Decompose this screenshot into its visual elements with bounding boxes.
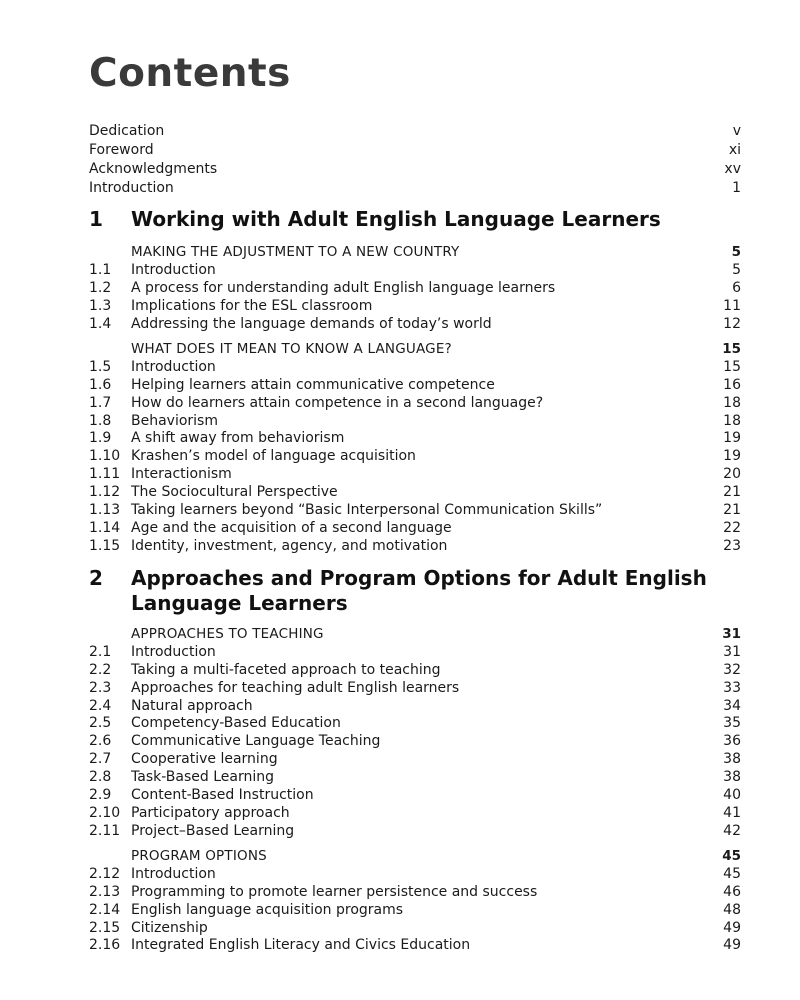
toc-entry-number: 1.12 xyxy=(89,484,121,501)
chapter-number: 1 xyxy=(89,207,103,231)
toc-entry-number: 2.2 xyxy=(89,661,112,678)
toc-entry-title: Age and the acquisition of a second language xyxy=(131,519,452,536)
toc-entry-page: xv xyxy=(724,161,741,177)
toc-entry-title: Programming to promote learner persistence and success xyxy=(131,883,538,900)
toc-entry[interactable] xyxy=(89,866,741,884)
toc-entry-number: 2.16 xyxy=(89,937,121,954)
toc-entry-number: 2.8 xyxy=(89,769,112,786)
toc-entry-number: 2.14 xyxy=(89,901,121,918)
toc-entry-number: 2.13 xyxy=(89,883,121,900)
toc-section xyxy=(89,848,741,955)
toc-entry-number: 1.5 xyxy=(89,358,112,375)
toc-entry-page: 34 xyxy=(723,697,741,714)
section-heading-title: APPROACHES TO TEACHING xyxy=(131,626,324,642)
toc-entry-page: 19 xyxy=(723,448,741,465)
toc-entry[interactable] xyxy=(89,502,741,520)
toc-entry-page: 15 xyxy=(723,358,741,375)
toc-entry-page: 23 xyxy=(723,537,741,554)
toc-entry-number: 2.11 xyxy=(89,822,121,839)
toc-entry[interactable] xyxy=(89,298,741,316)
toc-entry-title: Introduction xyxy=(89,180,174,196)
toc-entry-page: 16 xyxy=(723,376,741,393)
toc-entry-number: 1.9 xyxy=(89,430,112,447)
chapter-number: 2 xyxy=(89,566,103,590)
section-heading-title: MAKING THE ADJUSTMENT TO A NEW COUNTRY xyxy=(131,244,460,260)
toc-entry-number: 2.1 xyxy=(89,643,112,660)
chapter-title xyxy=(131,566,741,616)
toc-entry-number: 2.4 xyxy=(89,697,112,714)
section-heading-page: 5 xyxy=(731,244,741,260)
toc-entry[interactable] xyxy=(89,448,741,466)
toc-entry-page: 32 xyxy=(723,661,741,678)
toc-entry-page: 40 xyxy=(723,787,741,804)
toc-entry-page: 12 xyxy=(723,315,741,332)
toc-entry[interactable] xyxy=(89,316,741,334)
toc-entry[interactable] xyxy=(89,359,741,377)
toc-entry[interactable] xyxy=(89,160,741,179)
toc-entry-page: 36 xyxy=(723,733,741,750)
toc-entry[interactable] xyxy=(89,715,741,733)
toc-entry[interactable] xyxy=(89,751,741,769)
toc-entry-title: Behaviorism xyxy=(131,412,218,429)
toc-entry-title: Introduction xyxy=(131,865,216,882)
toc-entry-page: 46 xyxy=(723,883,741,900)
toc-entry-number: 2.7 xyxy=(89,751,112,768)
section-heading-page: 31 xyxy=(722,626,741,642)
toc-entry-number: 1.11 xyxy=(89,466,121,483)
toc-entry-title: Addressing the language demands of today’s world xyxy=(131,315,492,332)
toc-entry-title: How do learners attain competence in a second language? xyxy=(131,394,544,411)
page-title: Contents xyxy=(89,51,291,96)
toc-entry-page: 22 xyxy=(723,519,741,536)
toc-entry-page: 48 xyxy=(723,901,741,918)
toc-entry[interactable] xyxy=(89,466,741,484)
toc-entry[interactable] xyxy=(89,262,741,280)
toc-entry-title: A shift away from behaviorism xyxy=(131,430,345,447)
toc-entry[interactable] xyxy=(89,680,741,698)
toc-entry-page: 18 xyxy=(723,412,741,429)
toc-entry[interactable] xyxy=(89,141,741,160)
toc-entry-number: 1.7 xyxy=(89,394,112,411)
toc-entry-number: 1.13 xyxy=(89,502,121,519)
toc-entry-title: Citizenship xyxy=(131,919,208,936)
toc-entry-number: 1.4 xyxy=(89,315,112,332)
toc-entry-number: 1.2 xyxy=(89,279,112,296)
toc-entry-number: 2.12 xyxy=(89,865,121,882)
toc-entry-number: 1.14 xyxy=(89,519,121,536)
toc-entry-title: Introduction xyxy=(131,358,216,375)
toc-entry-title: Krashen’s model of language acquisition xyxy=(131,448,416,465)
toc-entry[interactable] xyxy=(89,179,741,198)
section-heading-title: PROGRAM OPTIONS xyxy=(131,848,267,864)
chapter-heading[interactable] xyxy=(89,207,741,232)
toc-entry[interactable] xyxy=(89,520,741,538)
toc-entry-title: Helping learners attain communicative competence xyxy=(131,376,495,393)
toc-entry-page: 1 xyxy=(732,180,741,196)
toc-entry[interactable] xyxy=(89,884,741,902)
toc-entry-page: 6 xyxy=(732,279,741,296)
toc-entry-title: Integrated English Literacy and Civics Education xyxy=(131,937,471,954)
toc-entry-page: 18 xyxy=(723,394,741,411)
toc-entry[interactable] xyxy=(89,698,741,716)
toc-entry[interactable] xyxy=(89,122,741,141)
toc-entry-page: v xyxy=(732,123,741,139)
chapter-title: Working with Adult English Language Learners xyxy=(131,207,661,231)
toc-entry-title: A process for understanding adult English language learners xyxy=(131,279,556,296)
toc-entry[interactable] xyxy=(89,769,741,787)
chapter-title-line: Language Learners xyxy=(131,591,348,615)
toc-entry-number: 2.3 xyxy=(89,679,112,696)
toc-entry-title: Acknowledgments xyxy=(89,161,218,177)
toc-entry[interactable] xyxy=(89,902,741,920)
toc-entry-page: 49 xyxy=(723,919,741,936)
toc-entry-page: 45 xyxy=(723,865,741,882)
toc-entry-page: 31 xyxy=(723,643,741,660)
toc-entry-page: 21 xyxy=(723,502,741,519)
toc-entry-page: 33 xyxy=(723,679,741,696)
chapter-heading[interactable] xyxy=(89,566,741,616)
toc-entry-page: 41 xyxy=(723,804,741,821)
section-heading[interactable] xyxy=(89,341,741,359)
toc-section xyxy=(89,244,741,333)
section-heading-page: 45 xyxy=(722,848,741,864)
toc-entry-number: 2.9 xyxy=(89,787,112,804)
toc-entry-title: Foreword xyxy=(89,142,154,158)
toc-entry[interactable] xyxy=(89,377,741,395)
toc-entry-title: Approaches for teaching adult English learners xyxy=(131,679,460,696)
toc-entry-title: Introduction xyxy=(131,261,216,278)
toc-entry-title: Competency-Based Education xyxy=(131,715,341,732)
toc-entry-number: 1.1 xyxy=(89,261,112,278)
toc-entry[interactable] xyxy=(89,538,741,556)
section-heading[interactable] xyxy=(89,848,741,866)
toc-entry-page: 20 xyxy=(723,466,741,483)
toc-entry-page: xi xyxy=(728,142,741,158)
toc-entry[interactable] xyxy=(89,787,741,805)
toc-entry-title: Dedication xyxy=(89,123,165,139)
front-matter-list xyxy=(89,122,741,198)
toc-entry[interactable] xyxy=(89,484,741,502)
toc-entry-title: Interactionism xyxy=(131,466,232,483)
toc-entry[interactable] xyxy=(89,413,741,431)
toc-entry-page: 19 xyxy=(723,430,741,447)
toc-section xyxy=(89,626,741,841)
toc-entry-number: 1.8 xyxy=(89,412,112,429)
toc-entry[interactable] xyxy=(89,733,741,751)
toc-entry-title: English language acquisition programs xyxy=(131,901,404,918)
chapter-title-line: Approaches and Program Options for Adult English xyxy=(131,566,707,590)
toc-entry-page: 21 xyxy=(723,484,741,501)
section-heading[interactable] xyxy=(89,244,741,262)
toc-entry[interactable] xyxy=(89,662,741,680)
toc-entry[interactable] xyxy=(89,805,741,823)
toc-entry-title: Taking a multi-faceted approach to teaching xyxy=(131,661,441,678)
toc-entry[interactable] xyxy=(89,644,741,662)
section-heading-title: WHAT DOES IT MEAN TO KNOW A LANGUAGE? xyxy=(131,341,452,357)
toc-entry-number: 2.15 xyxy=(89,919,121,936)
toc-entry-page: 49 xyxy=(723,937,741,954)
toc-entry[interactable] xyxy=(89,920,741,938)
toc-entry[interactable] xyxy=(89,823,741,841)
toc-entry-title: Participatory approach xyxy=(131,804,290,821)
toc-entry-page: 5 xyxy=(732,261,741,278)
toc-entry[interactable] xyxy=(89,395,741,413)
toc-entry[interactable] xyxy=(89,937,741,955)
toc-entry-page: 42 xyxy=(723,822,741,839)
toc-entry-number: 2.10 xyxy=(89,804,121,821)
toc-entry-title: Identity, investment, agency, and motivation xyxy=(131,537,448,554)
toc-entry-title: Communicative Language Teaching xyxy=(131,733,381,750)
toc-entry-title: Introduction xyxy=(131,643,216,660)
toc-entry-title: Task-Based Learning xyxy=(131,769,274,786)
toc-entry-page: 38 xyxy=(723,751,741,768)
toc-entry-title: Natural approach xyxy=(131,697,253,714)
toc-entry-number: 2.6 xyxy=(89,733,112,750)
toc-entry-page: 35 xyxy=(723,715,741,732)
toc-entry-number: 1.6 xyxy=(89,376,112,393)
toc-entry-page: 11 xyxy=(723,297,741,314)
toc-entry-title: Taking learners beyond “Basic Interpersonal Communication Skills” xyxy=(131,502,603,519)
toc-entry-title: Content-Based Instruction xyxy=(131,787,314,804)
toc-entry-title: The Sociocultural Perspective xyxy=(131,484,338,501)
toc-entry[interactable] xyxy=(89,280,741,298)
toc-entry-number: 1.10 xyxy=(89,448,121,465)
toc-entry-page: 38 xyxy=(723,769,741,786)
section-heading[interactable] xyxy=(89,626,741,644)
toc-entry-title: Cooperative learning xyxy=(131,751,278,768)
toc-entry-number: 2.5 xyxy=(89,715,112,732)
toc-entry-number: 1.15 xyxy=(89,537,121,554)
toc-entry-title: Implications for the ESL classroom xyxy=(131,297,373,314)
section-heading-page: 15 xyxy=(722,341,741,357)
toc-section xyxy=(89,341,741,556)
toc-entry-title: Project–Based Learning xyxy=(131,822,295,839)
toc-entry[interactable] xyxy=(89,430,741,448)
toc-entry-number: 1.3 xyxy=(89,297,112,314)
